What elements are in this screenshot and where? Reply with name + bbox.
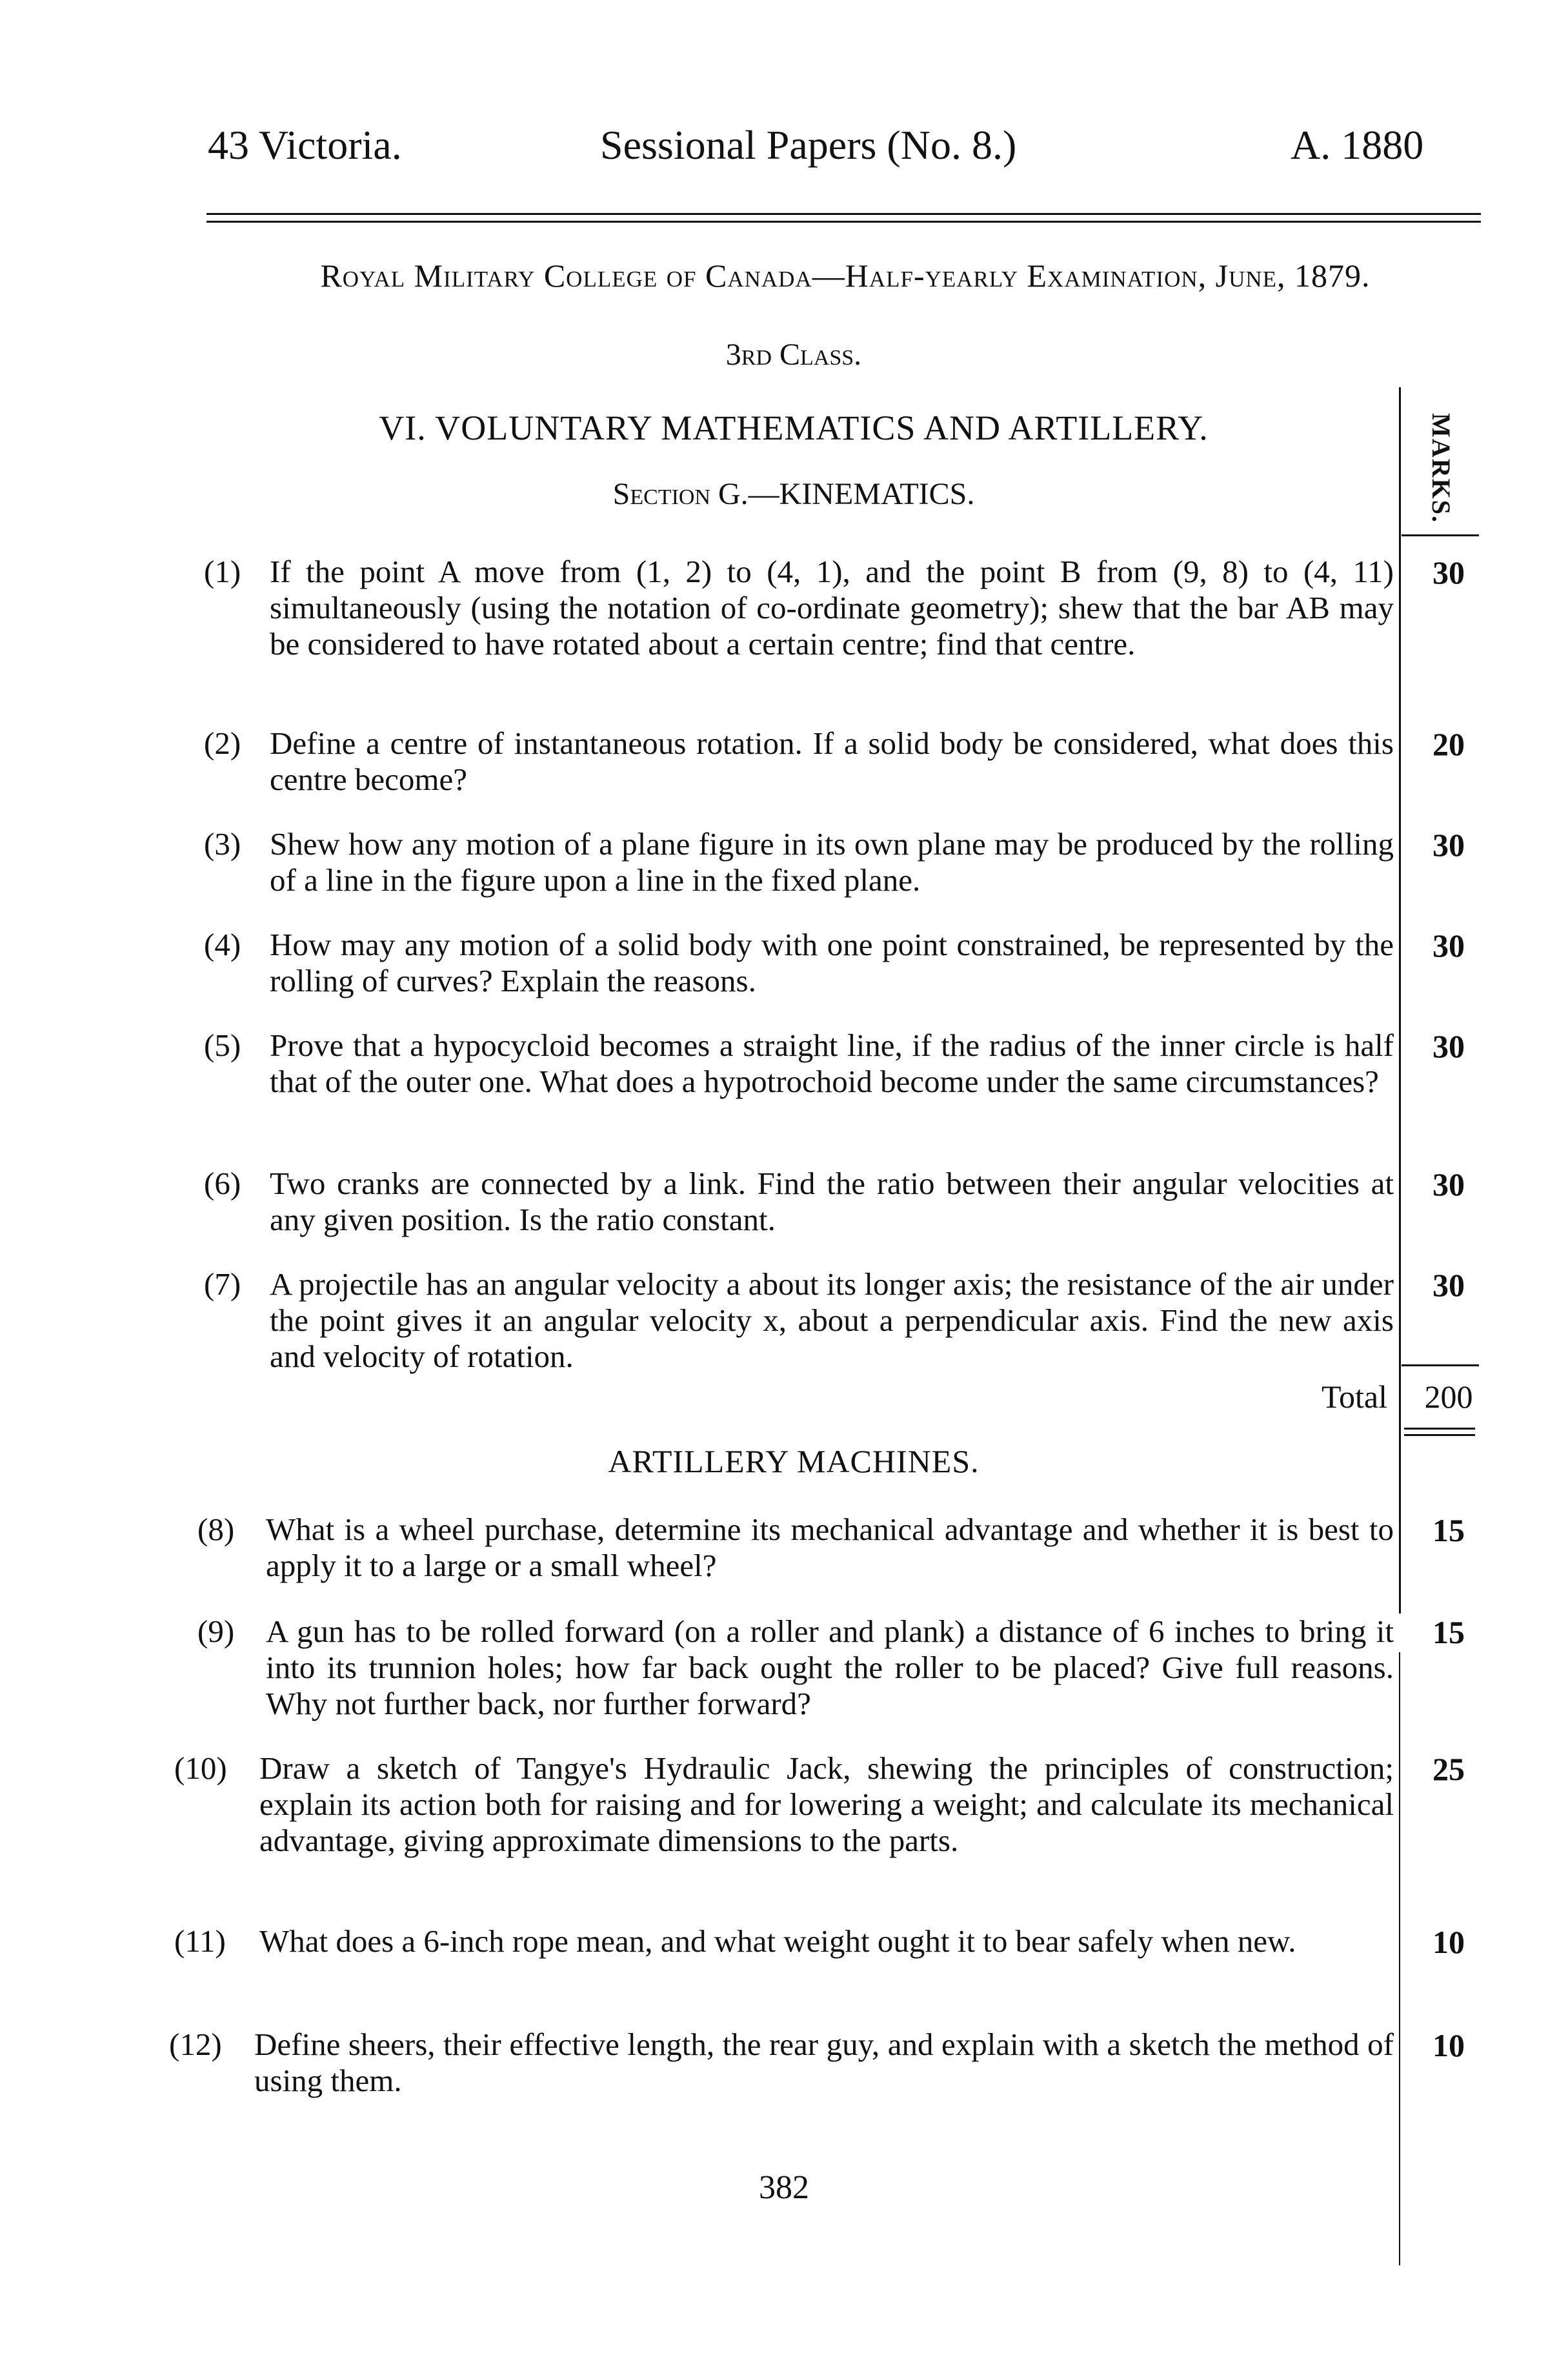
question-11-marks: 10 <box>1432 1924 1465 1960</box>
question-text: A gun has to be rolled forward (on a roller and plank) a distance of 6 inches to bring it into its trunnion holes; how far back ought the roller to be placed? Give full reasons. Why not further back, nor further forward? <box>266 1613 1394 1721</box>
section-heading-kinematics: Section G.—KINEMATICS. <box>612 477 975 511</box>
question-7 <box>194 1266 1394 1379</box>
question-text: How may any motion of a solid body with one point constrained, be represented by the rolling of curves? Explain the reasons. <box>270 927 1394 998</box>
question-3-marks: 30 <box>1432 827 1465 863</box>
question-11 <box>174 1923 1394 2001</box>
question-number: (1) <box>204 554 241 589</box>
question-4-marks: 30 <box>1432 927 1465 964</box>
question-8-marks: 15 <box>1432 1512 1465 1548</box>
running-head-right: A. 1880 <box>1291 122 1424 168</box>
question-text: Prove that a hypocycloid becomes a straight line, if the radius of the inner circle is half that of the outer one. What does a hypotrochoid become under the same circumstances? <box>270 1027 1394 1099</box>
question-number: (9) <box>197 1613 235 1649</box>
question-number: (12) <box>169 2027 222 2062</box>
question-text: Define sheers, their effective length, the rear guy, and explain with a sketch the method of using them. <box>254 2027 1394 2098</box>
question-6-marks: 30 <box>1432 1166 1465 1202</box>
question-6 <box>194 1166 1394 1243</box>
question-4 <box>194 927 1394 1004</box>
question-1 <box>194 554 1394 702</box>
exam-title: Royal Military College of Canada—Half-yearly Examination, June, 1879. <box>320 258 1371 294</box>
question-number: (11) <box>174 1923 226 1959</box>
question-9-marks: 15 <box>1432 1614 1465 1650</box>
marks-column-rule-lower <box>1399 1652 1400 2265</box>
question-8 <box>194 1512 1394 1589</box>
question-text: If the point A move from (1, 2) to (4, 1), and the point B from (9, 8) to (4, 11) simultaneously (using the notation of co-ordinate geometry); shew that the bar AB may be considered to have rotated about a certain centre; find that centre. <box>270 554 1394 662</box>
question-2 <box>194 725 1394 803</box>
total-marks: 200 <box>1424 1379 1473 1415</box>
question-text: What does a 6-inch rope mean, and what weight ought it to bear safely when new. <box>259 1923 1296 1959</box>
question-3 <box>194 826 1394 904</box>
question-12-marks: 10 <box>1432 2027 1465 2063</box>
total-rule-double-1 <box>1404 1428 1475 1430</box>
question-number: (10) <box>174 1750 227 1786</box>
question-2-marks: 20 <box>1432 726 1465 762</box>
header-rule-top <box>206 213 1481 215</box>
question-number: (4) <box>204 927 241 962</box>
question-text: Define a centre of instantaneous rotation. If a solid body be considered, what does this centre become? <box>270 725 1394 797</box>
section-heading-artillery-machines: ARTILLERY MACHINES. <box>608 1443 980 1479</box>
question-number: (8) <box>197 1512 235 1547</box>
class-label: 3rd Class. <box>725 338 862 372</box>
paper-title: VI. VOLUNTARY MATHEMATICS AND ARTILLERY. <box>379 409 1209 447</box>
question-9 <box>194 1613 1394 1726</box>
question-text: Shew how any motion of a plane figure in its own plane may be produced by the rolling of a line in the figure upon a line in the fixed plane. <box>270 826 1394 898</box>
marks-column-label: MARKS. <box>1426 412 1456 523</box>
question-text: Two cranks are connected by a link. Find the ratio between their angular velocities at any given position. Is the ratio constant. <box>270 1166 1394 1237</box>
header-rule-bottom <box>206 221 1481 223</box>
question-text: Draw a sketch of Tangye's Hydraulic Jack, shewing the principles of construction; explain its action both for raising and for lowering a weight; and calculate its mechanical advantage, giving approximate dimensions to the parts. <box>259 1750 1394 1858</box>
question-text: What is a wheel purchase, determine its mechanical advantage and whether it is best to apply it to a large or a small wheel? <box>266 1512 1394 1583</box>
page-number: 382 <box>759 2169 809 2206</box>
marks-header-rule <box>1402 534 1479 536</box>
question-number: (7) <box>204 1266 241 1302</box>
question-5 <box>194 1027 1394 1140</box>
total-label: Total <box>1321 1379 1387 1415</box>
running-head-left: 43 Victoria. <box>208 122 402 168</box>
question-5-marks: 30 <box>1432 1028 1465 1064</box>
question-10-marks: 25 <box>1432 1751 1465 1787</box>
question-1-marks: 30 <box>1432 554 1465 591</box>
total-rule-double-2 <box>1404 1434 1475 1436</box>
running-head-center: Sessional Papers (No. 8.) <box>600 122 1017 168</box>
question-10 <box>174 1750 1394 1899</box>
marks-column-rule <box>1399 387 1401 1613</box>
question-number: (2) <box>204 725 241 761</box>
question-number: (3) <box>204 826 241 862</box>
question-number: (6) <box>204 1166 241 1201</box>
question-number: (5) <box>204 1027 241 1063</box>
question-text: A projectile has an angular velocity a about its longer axis; the resistance of the air under the point gives it an angular velocity x, about a perpendicular axis. Find the new axis and velocity of rotation. <box>270 1266 1394 1374</box>
question-7-marks: 30 <box>1432 1267 1465 1303</box>
total-rule-top <box>1402 1364 1479 1366</box>
question-12 <box>169 2027 1394 2104</box>
